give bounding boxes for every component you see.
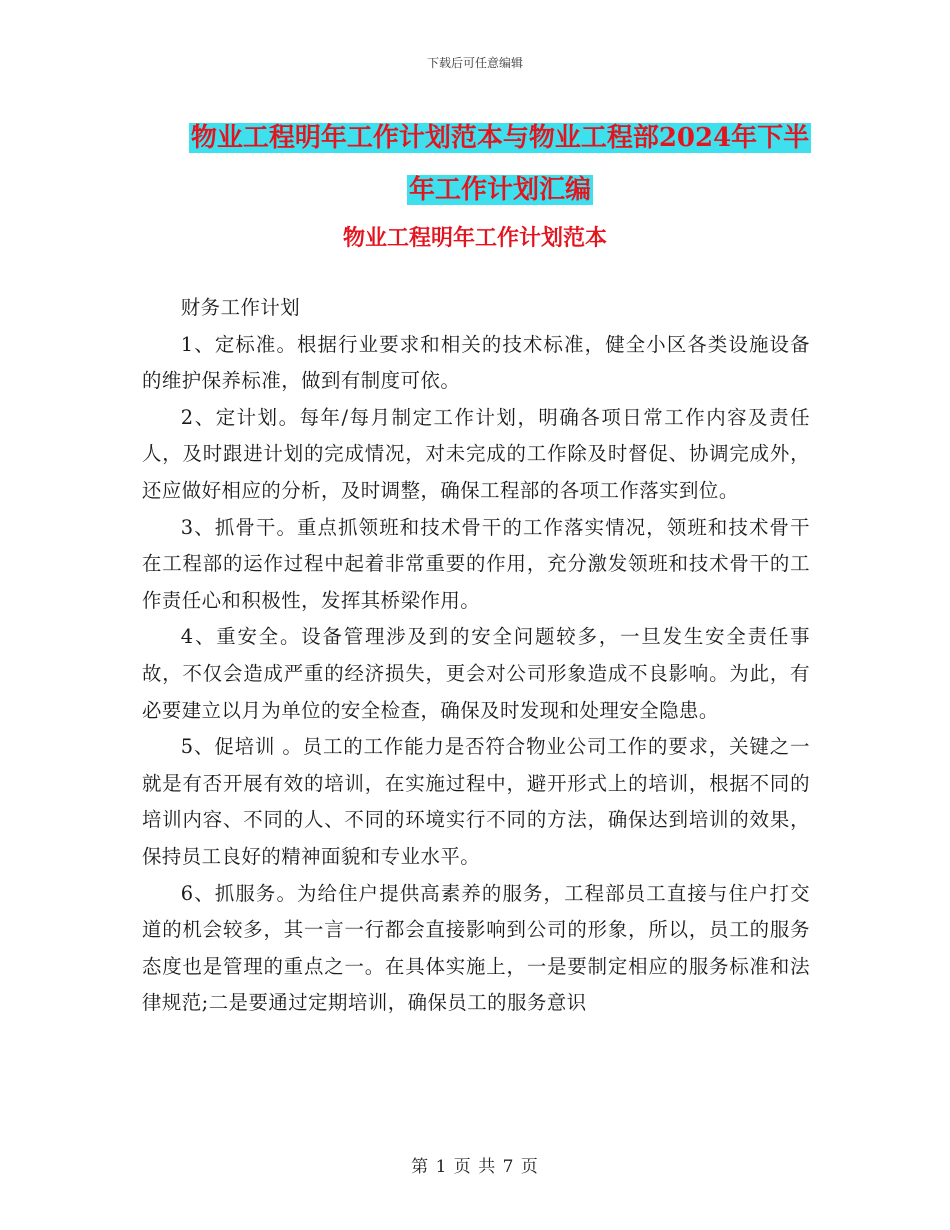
section-title: 物业工程明年工作计划范本	[342, 225, 607, 251]
paragraph: 1、定标准。根据行业要求和相关的技术标准，健全小区各类设施设备的维护保养标准，做到有制度可依。	[142, 332, 810, 393]
paragraph: 3、抓骨干。重点抓领班和技术骨干的工作落实情况，领班和技术骨干在工程部的运作过程中起着非常重要的作用，充分激发领班和技术骨干的工作责任心和积极性，发挥其桥梁作用。	[142, 515, 810, 612]
paragraph: 4、重安全。设备管理涉及到的安全问题较多，一旦发生安全责任事故，不仅会造成严重的经济损失，更会对公司形象造成不良影响。为此，有必要建立以月为单位的安全检查，确保及时发现和处理安全隐患。	[142, 625, 810, 722]
document-body	[142, 290, 810, 1022]
paragraph: 2、定计划。每年/每月制定工作计划，明确各项日常工作内容及责任人，及时跟进计划的完成情况，对未完成的工作除及时督促、协调完成外，还应做好相应的分析，及时调整，确保工程部的各项工作落实到位。	[142, 405, 810, 502]
document-title	[150, 112, 850, 216]
paragraph: 6、抓服务。为给住户提供高素养的服务，工程部员工直接与住户打交道的机会较多，其一言一行都会直接影响到公司的形象，所以，员工的服务态度也是管理的重点之一。在具体实施上，一是要制定相应的服务标准和法律规范;二是要通过定期培训，确保员工的服务意识	[142, 881, 810, 1015]
document-title-line-1: 物业工程明年工作计划范本与物业工程部2024年下半	[190, 123, 810, 153]
page-header-note: 下载后可任意编辑	[426, 56, 523, 70]
page-number: 第 1 页 共 7 页	[411, 1157, 539, 1177]
paragraph: 5、促培训 。员工的工作能力是否符合物业公司工作的要求，关键之一就是有否开展有效的培训，在实施过程中，避开形式上的培训，根据不同的培训内容、不同的人、不同的环境实行不同的方法，确保达到培训的效果，保持员工良好的精神面貌和专业水平。	[142, 735, 810, 868]
paragraph-heading: 财务工作计划	[180, 296, 301, 319]
document-title-line-2: 年工作计划汇编	[408, 175, 591, 205]
